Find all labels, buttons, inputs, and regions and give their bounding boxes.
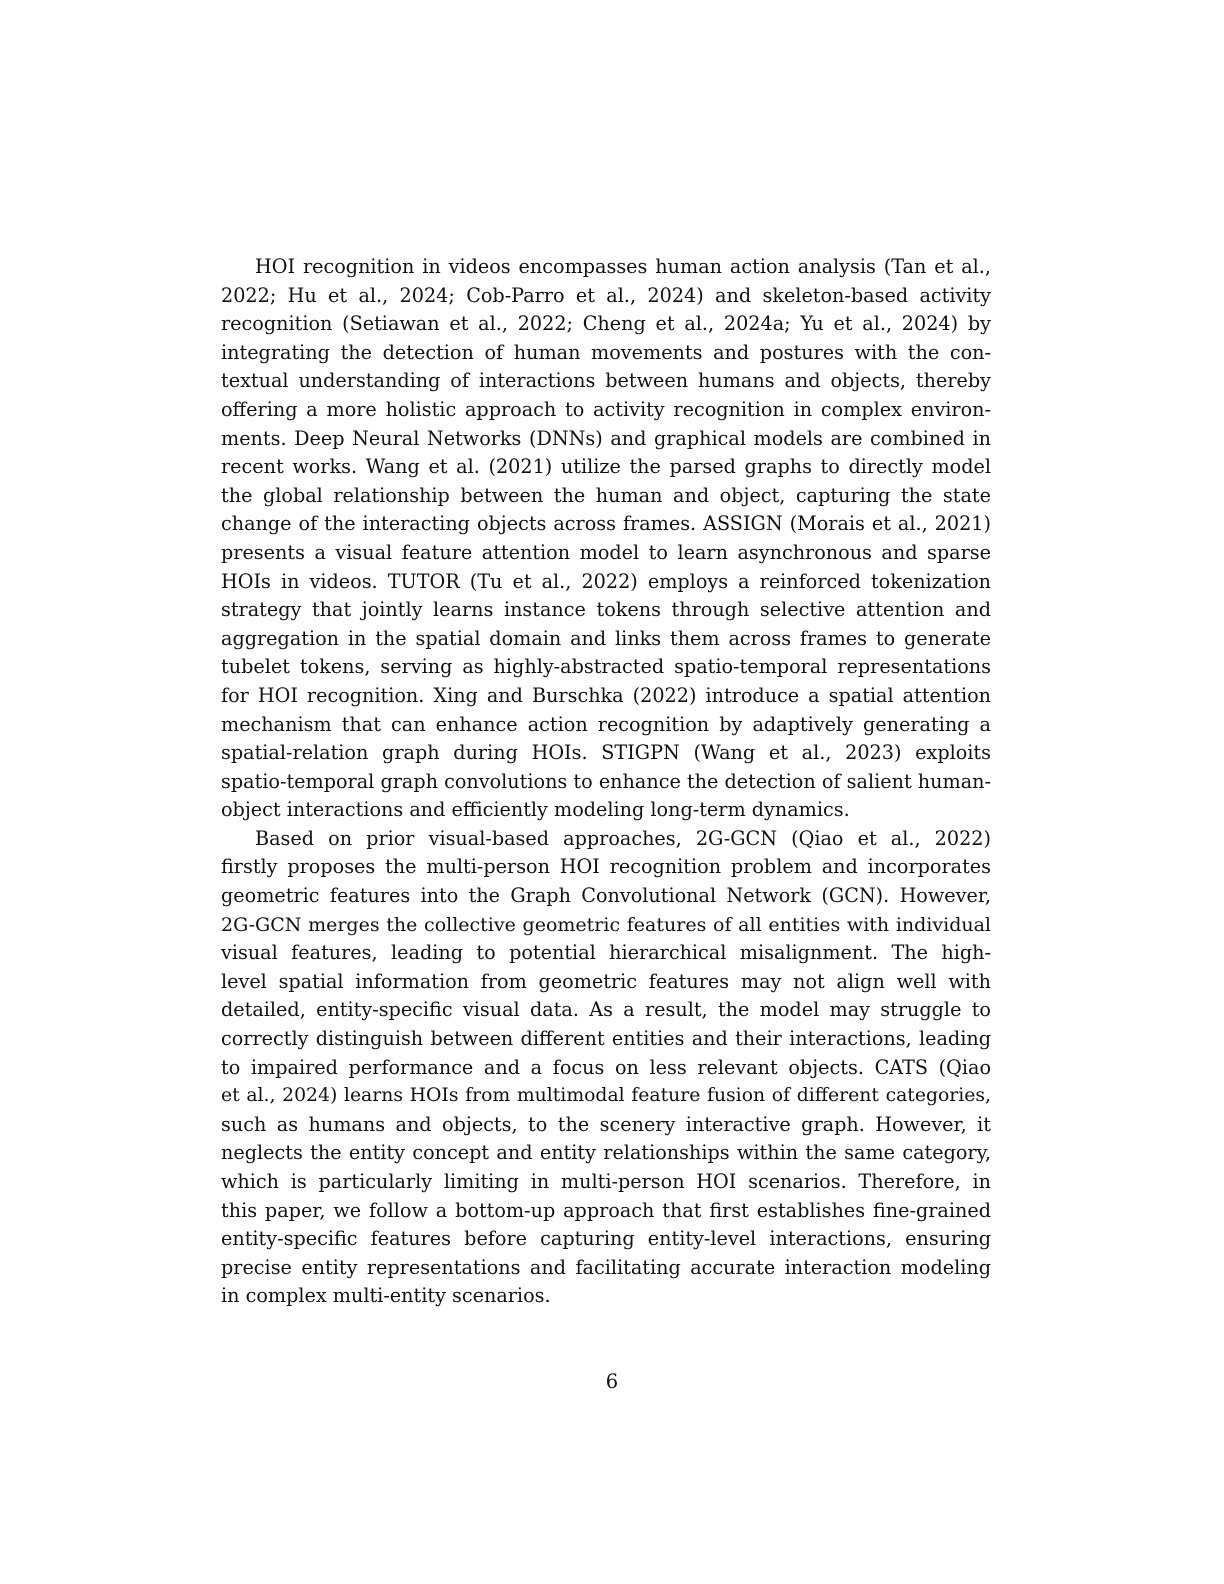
text-line: to impaired performance and a focus on less relevant objects. CATS (Qiao bbox=[221, 1055, 991, 1079]
text-line: correctly distinguish between different entities and their interactions, leading bbox=[221, 1027, 991, 1051]
text-line: firstly proposes the multi-person HOI recognition problem and incorporates bbox=[221, 855, 991, 879]
text-line: this paper, we follow a bottom-up approach that first establishes fine-grained bbox=[221, 1198, 991, 1222]
text-line: HOI recognition in videos encompasses human action analysis (Tan et al., bbox=[255, 255, 991, 278]
text-line: strategy that jointly learns instance tokens through selective attention and bbox=[221, 598, 991, 622]
text-line: detailed, entity-specific visual data. As a result, the model may struggle to bbox=[221, 998, 991, 1022]
text-line: 2G-GCN merges the collective geometric features of all entities with individual bbox=[221, 913, 991, 936]
text-line: such as humans and objects, to the scenery interactive graph. However, it bbox=[221, 1112, 991, 1136]
text-line: spatio-temporal graph convolutions to enhance the detection of salient human- bbox=[221, 769, 991, 793]
text-line: visual features, leading to potential hierarchical misalignment. The high- bbox=[221, 941, 991, 965]
text-line: precise entity representations and facilitating accurate interaction modeling bbox=[221, 1255, 991, 1279]
paragraph-1 bbox=[221, 253, 991, 825]
text-line: change of the interacting objects across frames. ASSIGN (Morais et al., 2021) bbox=[221, 512, 991, 536]
text-line: which is particularly limiting in multi-person HOI scenarios. Therefore, in bbox=[221, 1170, 991, 1193]
text-line: mechanism that can enhance action recognition by adaptively generating a bbox=[221, 712, 991, 736]
page-number: 6 bbox=[605, 1370, 619, 1393]
text-line: geometric features into the Graph Convolutional Network (GCN). However, bbox=[221, 884, 991, 908]
text-line: integrating the detection of human movements and postures with the con- bbox=[221, 340, 991, 364]
text-line: recognition (Setiawan et al., 2022; Cheng et al., 2024a; Yu et al., 2024) by bbox=[221, 312, 991, 336]
text-line: level spatial information from geometric features may not align well with bbox=[221, 969, 991, 993]
text-line: spatial-relation graph during HOIs. STIGPN (Wang et al., 2023) exploits bbox=[221, 741, 991, 765]
text-line: textual understanding of interactions between humans and objects, thereby bbox=[221, 369, 991, 393]
text-line: HOIs in videos. TUTOR (Tu et al., 2022) employs a reinforced tokenization bbox=[221, 569, 991, 593]
text-line: for HOI recognition. Xing and Burschka (2022) introduce a spatial attention bbox=[221, 683, 991, 707]
text-line: the global relationship between the human and object, capturing the state bbox=[221, 483, 991, 507]
text-line: tubelet tokens, serving as highly-abstracted spatio-temporal representations bbox=[221, 655, 991, 679]
text-line: entity-specific features before capturing entity-level interactions, ensuring bbox=[221, 1227, 991, 1251]
text-line: 2022; Hu et al., 2024; Cob-Parro et al., 2024) and skeleton-based activity bbox=[221, 283, 991, 307]
text-line: presents a visual feature attention model to learn asynchronous and sparse bbox=[221, 540, 991, 564]
text-line: ments. Deep Neural Networks (DNNs) and graphical models are combined in bbox=[221, 426, 991, 450]
text-line: Based on prior visual-based approaches, 2G-GCN (Qiao et al., 2022) bbox=[255, 826, 991, 850]
body-text bbox=[221, 253, 991, 1311]
text-line: et al., 2024) learns HOIs from multimodal feature fusion of different categories, bbox=[221, 1085, 991, 1107]
text-line: recent works. Wang et al. (2021) utilize the parsed graphs to directly model bbox=[221, 455, 991, 479]
text-line: offering a more holistic approach to activity recognition in complex environ- bbox=[221, 397, 991, 421]
paragraph-2 bbox=[221, 825, 991, 1311]
text-line: aggregation in the spatial domain and links them across frames to generate bbox=[221, 626, 991, 650]
text-line: in complex multi-entity scenarios. bbox=[221, 1284, 551, 1308]
text-line: neglects the entity concept and entity relationships within the same category, bbox=[221, 1141, 991, 1165]
text-line: object interactions and efficiently modeling long-term dynamics. bbox=[221, 798, 850, 822]
